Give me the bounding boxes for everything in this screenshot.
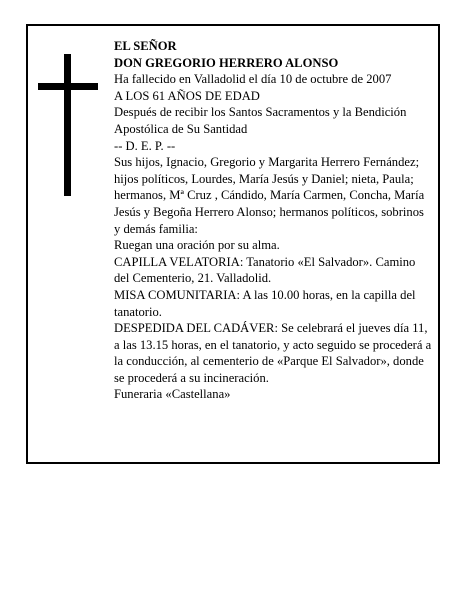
rest-in-peace: -- D. E. P. -- [114, 138, 176, 153]
cross-vertical-bar [64, 54, 71, 196]
mass-paragraph: MISA COMUNITARIA: A las 10.00 horas, en la capilla del tanatorio. [114, 287, 416, 319]
latin-cross-icon [38, 54, 98, 196]
farewell-paragraph: DESPEDIDA DEL CADÁVER: Se celebrará el jueves día 11, a las 13.15 horas, en el tanatorio, y acto seguido se procederá a la conducción, al cementerio de «Parque El Salvador», donde se procederá a su incineración. [114, 321, 432, 385]
funeral-home: Funeraria «Castellana» [114, 387, 231, 402]
death-announcement: Ha fallecido en Valladolid el día 10 de octubre de 2007 [114, 72, 392, 87]
chapel-paragraph: CAPILLA VELATORIA: Tanatorio «El Salvador». Camino del Cementerio, 21. Valladolid. [114, 254, 416, 286]
obituary-text [114, 38, 432, 403]
prayer-request: Ruegan una oración por su alma. [114, 238, 280, 253]
cross-horizontal-bar [38, 83, 98, 90]
age-line: A LOS 61 AÑOS DE EDAD [114, 88, 260, 103]
deceased-name: DON GREGORIO HERRERO ALONSO [114, 55, 339, 70]
sacraments-paragraph: Después de recibir los Santos Sacramentos y la Bendición Apostólica de Su Santidad [114, 105, 407, 136]
deceased-title: EL SEÑOR [114, 39, 177, 53]
family-paragraph: Sus hijos, Ignacio, Gregorio y Margarita Herrero Fernández; hijos políticos, Lourdes, María Jesús y Daniel; nieta, Paula; hermanos, Mª Cruz , Cándido, María Carmen, Concha, María Jesús y Begoña Herrero Alonso; hermanos políticos, sobrinos y demás familia: [114, 155, 425, 236]
